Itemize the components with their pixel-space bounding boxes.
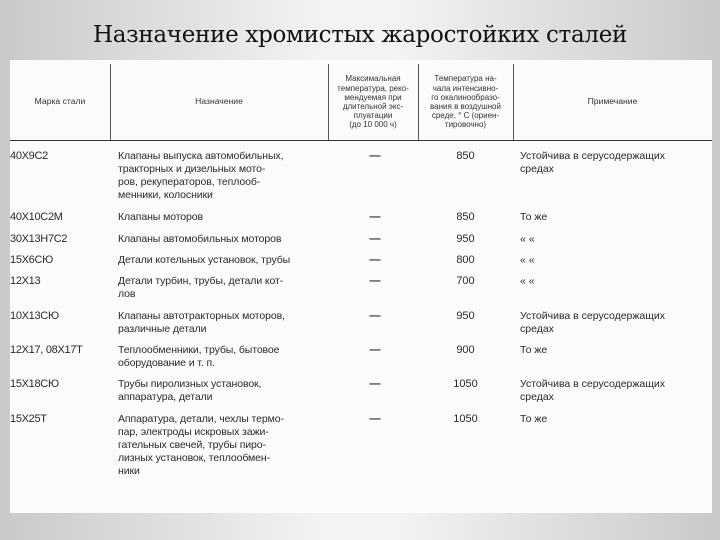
purpose: Клапаны автомобильных моторов	[118, 233, 282, 245]
scale-temp: 1050	[453, 413, 478, 425]
max-temp: —	[369, 233, 381, 245]
note: « «	[520, 275, 535, 287]
note: Устойчива в серусодержащих средах	[520, 310, 666, 335]
steel-grade: 40Х10С2М	[10, 211, 63, 223]
purpose: Детали турбин, трубы, детали кот- лов	[118, 275, 284, 300]
note: То же	[520, 211, 548, 223]
page-title: Назначение хромистых жаростойких сталей	[92, 22, 628, 48]
steel-grade: 30Х13Н7С2	[10, 233, 68, 245]
steel-grade: 15Х6СЮ	[10, 254, 53, 266]
max-temp: —	[369, 378, 381, 390]
scale-temp: 950	[456, 310, 475, 322]
purpose: Трубы пиролизных установок, аппаратура, детали	[118, 378, 262, 403]
purpose: Детали котельных установок, трубы	[118, 254, 291, 266]
note: То же	[520, 344, 548, 356]
header-grade: Марка стали	[34, 96, 86, 107]
scanned-table	[10, 60, 712, 513]
purpose: Клапаны автотракторных моторов, различные детали	[118, 310, 285, 335]
scale-temp: 800	[456, 254, 475, 266]
scale-temp: 950	[456, 233, 475, 245]
scale-temp: 850	[456, 150, 475, 162]
steel-grade: 12Х13	[10, 275, 41, 287]
header-purpose: Назначение	[195, 96, 243, 107]
max-temp: —	[369, 254, 381, 266]
header-max-temp: Максимальная температура, реко- мендуемая при длительной экс- плуатации (до 10 000 ч)	[337, 74, 409, 130]
purpose: Аппаратура, детали, чехлы термо- пар, электроды искровых зажи- гательных свечей, трубы пиро- лизных установок, теплообмен- ники	[118, 413, 284, 477]
purpose: Клапаны моторов	[118, 211, 203, 223]
max-temp: —	[369, 413, 381, 425]
note: Устойчива в серусодержащих средах	[520, 150, 666, 175]
header-scale-temp: Температура на- чала интенсивно- го окалинообразо- вания в воздушной среде, ° С (ориен- тировочно)	[430, 74, 501, 130]
scale-temp: 850	[456, 211, 475, 223]
max-temp: —	[369, 211, 381, 223]
table-header	[10, 60, 712, 141]
steel-grade: 10Х13СЮ	[10, 310, 59, 322]
max-temp: —	[369, 275, 381, 287]
steel-grade: 15Х18СЮ	[10, 378, 59, 390]
steel-grade: 12Х17, 08Х17Т	[10, 344, 83, 356]
scale-temp: 900	[456, 344, 475, 356]
scale-temp: 700	[456, 275, 475, 287]
max-temp: —	[369, 150, 381, 162]
steel-grade: 40Х9С2	[10, 150, 48, 162]
note: « «	[520, 233, 535, 245]
scale-temp: 1050	[453, 378, 478, 390]
note: То же	[520, 413, 548, 425]
note: Устойчива в серусодержащих средах	[520, 378, 666, 403]
purpose: Клапаны выпуска автомобильных, тракторных и дизельных мото- ров, рекуператоров, теплооб- менники, колосники	[118, 150, 284, 201]
note: « «	[520, 254, 535, 266]
max-temp: —	[369, 344, 381, 356]
purpose: Теплообменники, трубы, бытовое оборудование и т. п.	[118, 344, 280, 369]
steel-grade: 15Х25Т	[10, 413, 47, 425]
max-temp: —	[369, 310, 381, 322]
header-note: Примечание	[587, 96, 638, 107]
